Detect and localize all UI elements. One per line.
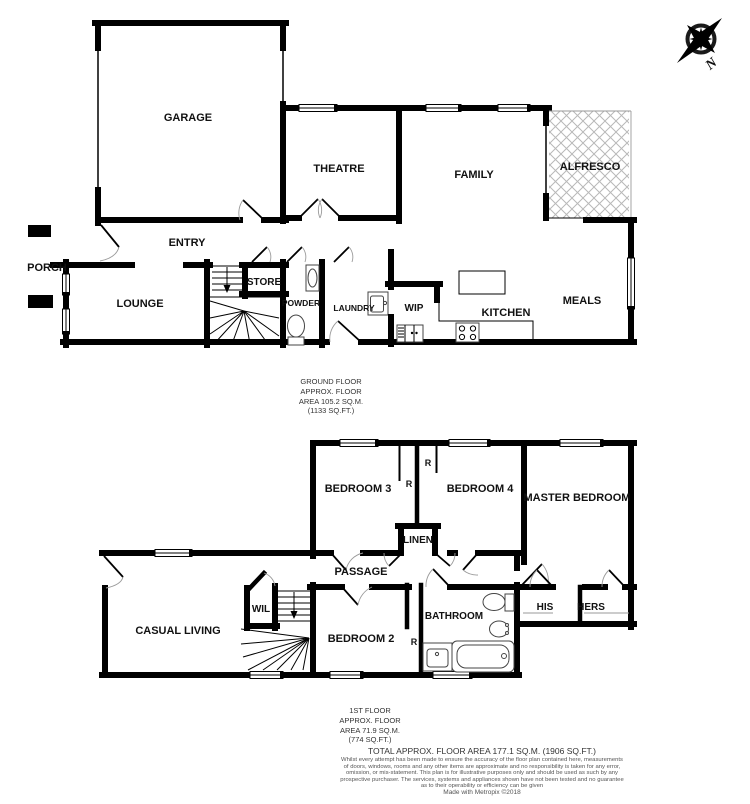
caption-line: APPROX. FLOOR — [300, 386, 362, 396]
room-label-store: STORE — [246, 277, 282, 288]
disclaimer-line: Whilst every attempt has been made to ensure the accuracy of the floor plan contained here, measurements — [341, 757, 623, 763]
first-floor-caption — [270, 706, 470, 745]
ground-floor-plan — [27, 23, 634, 345]
stair-direction-arrow — [224, 285, 231, 293]
room-label-powder: POWDER — [281, 298, 321, 308]
porch-pillar — [28, 295, 53, 308]
store-door-icon — [252, 247, 271, 262]
room-label-alfresco: ALFRESCO — [559, 161, 621, 173]
disclaimer-line: omission, or mis-statement. This plan is for illustrative purposes only and should be used as such by any — [346, 770, 618, 776]
compass-rose-icon — [677, 18, 722, 74]
laundry-back-door-icon — [330, 321, 361, 342]
first-floor-plan — [102, 440, 634, 679]
total-area-text: TOTAL APPROX. FLOOR AREA 177.1 SQ.M. (1906 SQ.FT.) — [367, 746, 596, 756]
bedroom4-door-icon — [463, 553, 478, 575]
room-label-wip: WIP — [404, 303, 424, 314]
fridge-icon — [397, 325, 423, 342]
bathroom-door-icon — [426, 569, 450, 587]
room-label-hers: HERS — [577, 602, 605, 613]
bathroom-sink-icon — [490, 621, 509, 637]
cooktop-icon — [456, 323, 479, 342]
kitchen-counter — [439, 299, 533, 342]
room-label-robe-bedroom3: R — [405, 479, 413, 489]
room-label-laundry: LAUNDRY — [333, 303, 375, 313]
room-label-theatre: THEATRE — [313, 163, 365, 175]
theatre-double-door-icon — [299, 199, 341, 218]
casual-living-door-icon — [104, 556, 123, 588]
room-label-bedroom2: BEDROOM 2 — [327, 633, 395, 645]
compass-north-label: N — [703, 55, 721, 74]
powder-sink-icon — [306, 265, 319, 291]
room-label-linen: LINEN — [403, 535, 433, 546]
vanity-icon — [423, 643, 452, 671]
disclaimer-line: prospective purchaser. The services, systems and appliances shown have not been tested and no guarantee — [340, 776, 624, 783]
room-label-wil: WIL — [251, 604, 271, 615]
room-label-casual-living: CASUAL LIVING — [135, 625, 221, 637]
room-label-bedroom4: BEDROOM 4 — [446, 483, 514, 495]
master-door-icon — [522, 564, 548, 585]
room-label-entry: ENTRY — [168, 237, 206, 249]
bathtub-icon — [452, 641, 514, 672]
room-label-robe-bedroom2: R — [410, 637, 418, 647]
caption-line: (1133 SQ.FT.) — [307, 406, 355, 416]
disclaimer-line: as to their operability or efficiency can be given — [420, 783, 544, 789]
room-label-master-bedroom: MASTER BEDROOM — [523, 492, 631, 504]
kitchen-island — [459, 271, 505, 294]
caption-line: APPROX. FLOOR — [339, 715, 401, 725]
disclaimer-text — [297, 757, 667, 790]
room-label-kitchen: KITCHEN — [481, 307, 531, 319]
room-label-lounge: LOUNGE — [116, 298, 164, 310]
credit-text: Made with Metropix ©2018 — [443, 789, 521, 796]
room-label-his: HIS — [536, 602, 554, 613]
ground-floor-caption — [231, 377, 431, 416]
laundry-door-icon — [334, 247, 353, 262]
room-label-meals: MEALS — [562, 295, 602, 307]
powder-door-icon — [287, 247, 306, 262]
powder-toilet-icon — [288, 315, 305, 345]
room-label-garage: GARAGE — [163, 112, 213, 124]
front-door-icon — [100, 225, 119, 261]
room-label-passage: PASSAGE — [334, 566, 388, 578]
caption-line: AREA 71.9 SQ.M. — [339, 725, 401, 735]
bedroom2-door-icon — [342, 587, 372, 605]
disclaimer-line: of doors, windows, rooms and any other items are approximate and no responsibility is taken for any error, — [343, 763, 621, 770]
room-label-robe-bedroom4: R — [424, 458, 432, 468]
room-label-bedroom3: BEDROOM 3 — [324, 483, 392, 495]
room-label-porch: PORCH — [27, 262, 67, 274]
toilet-icon — [483, 594, 514, 612]
room-label-bathroom: BATHROOM — [424, 611, 484, 622]
porch-pillar — [28, 225, 51, 237]
caption-line: 1ST FLOOR — [349, 706, 391, 715]
caption-line: (774 SQ.FT.) — [348, 735, 392, 745]
room-label-family: FAMILY — [454, 169, 494, 181]
caption-line: AREA 105.2 SQ.M. — [298, 396, 364, 406]
caption-line: GROUND FLOOR — [300, 377, 362, 386]
